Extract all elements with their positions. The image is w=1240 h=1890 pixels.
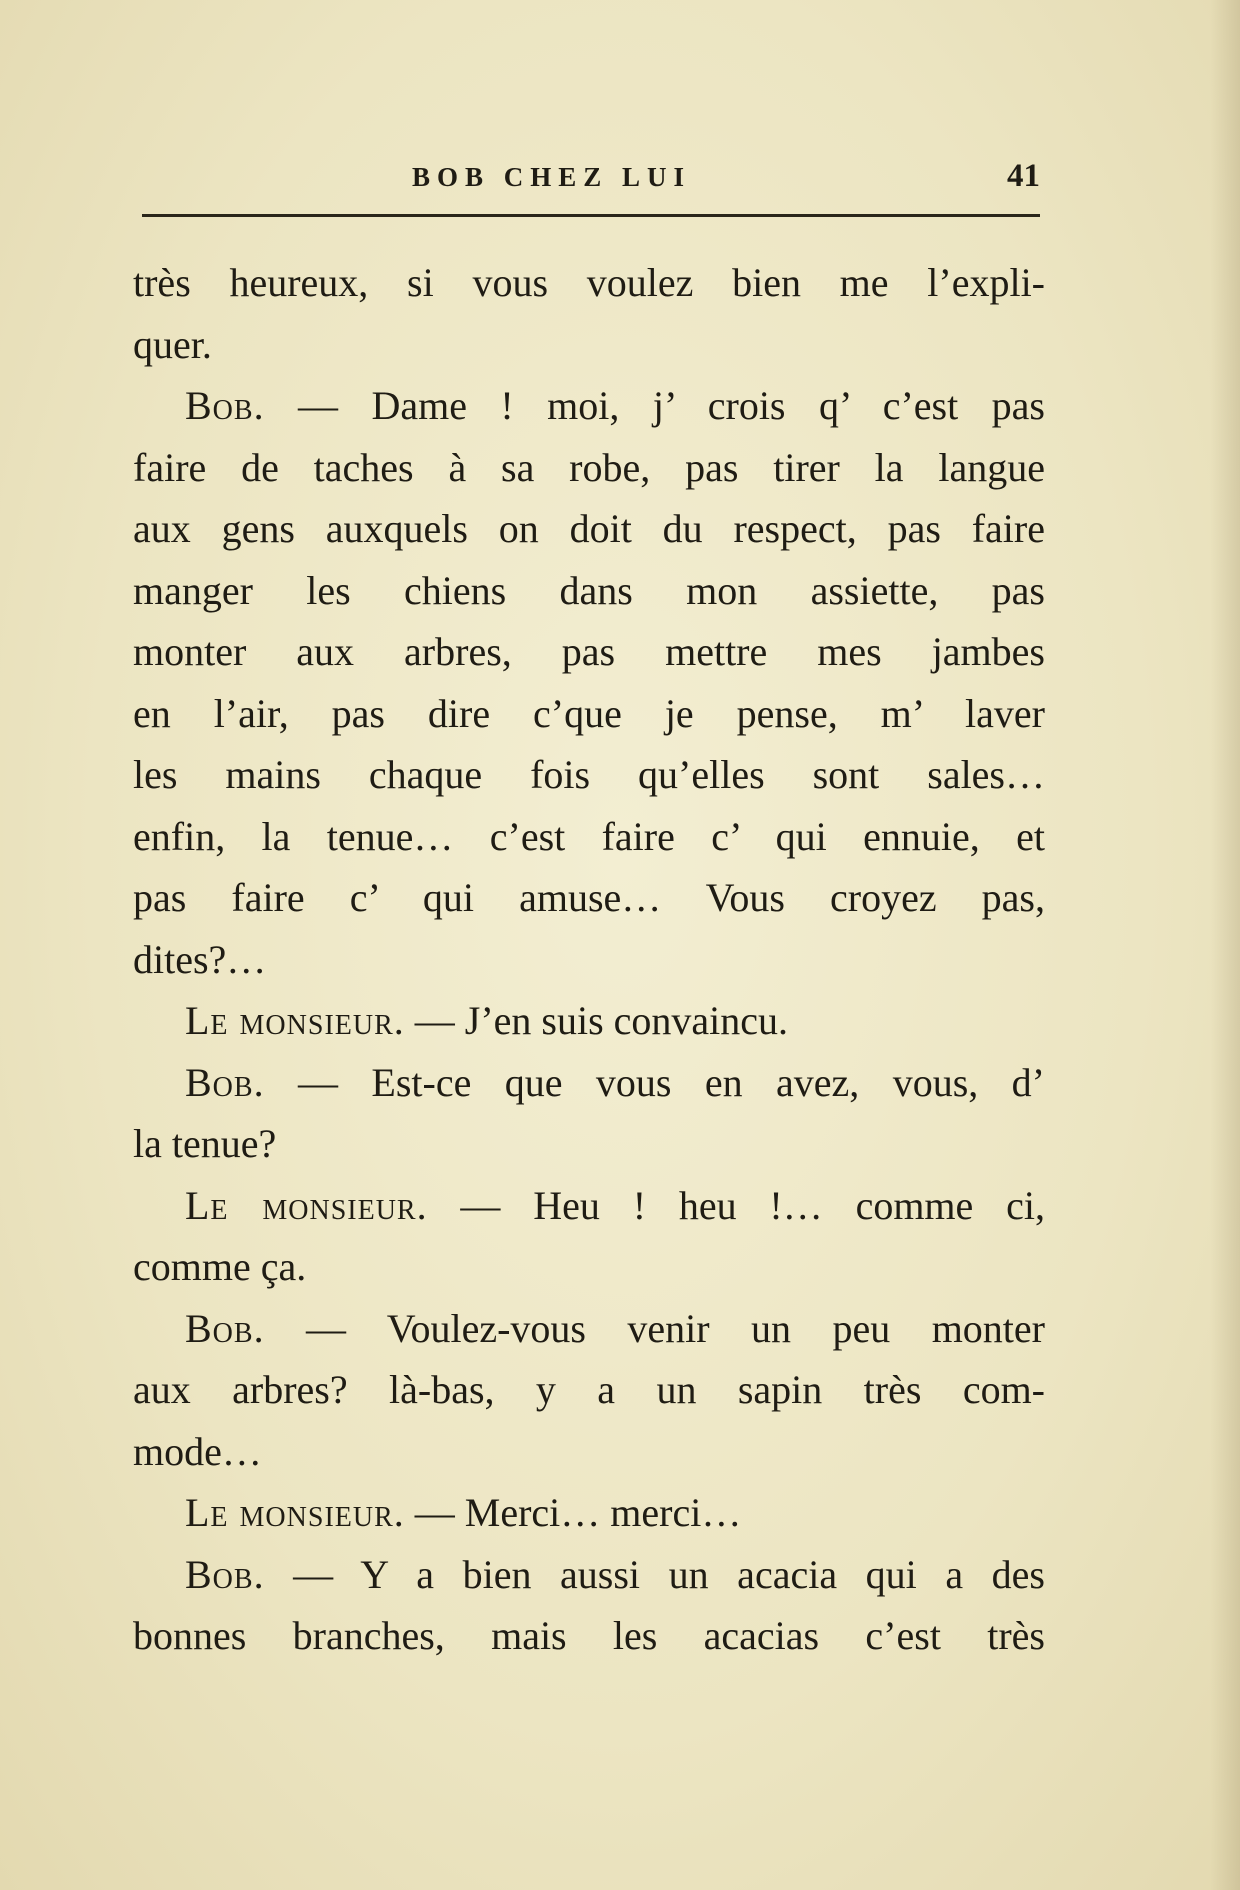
dialogue-line: Bob. — Voulez-vous venir un peu monter (185, 1305, 1045, 1351)
running-head: BOB CHEZ LUI (412, 162, 692, 192)
dialogue-line: Le monsieur. — J’en suis convaincu. (185, 998, 789, 1043)
speaker-name: Le monsieur. (185, 1490, 405, 1535)
page-edge-shadow (1210, 0, 1240, 1890)
speaker-name: Bob. (185, 383, 265, 428)
text-line: aux arbres? là-bas, y a un sapin très com- (133, 1367, 1045, 1412)
dialogue-line: Le monsieur. — Merci… merci… (185, 1490, 742, 1535)
text-line: pas faire c’ qui amuse… Vous croyez pas, (133, 875, 1045, 920)
header-rule (142, 214, 1040, 217)
page-header (140, 158, 1040, 198)
speaker-name: Bob. (185, 1059, 265, 1105)
text-line: en l’air, pas dire c’que je pense, m’ laver (133, 690, 1045, 736)
speaker-name: Le monsieur. (185, 1182, 428, 1228)
text-line: bonnes branches, mais les acacias c’est très (133, 1613, 1045, 1658)
text-line: faire de taches à sa robe, pas tirer la langue (133, 444, 1045, 490)
text-line: très heureux, si vous voulez bien me l’expli- (133, 260, 1045, 305)
text-line: les mains chaque fois qu’elles sont sales… (133, 752, 1045, 797)
text-line: aux gens auxquels on doit du respect, pas faire (133, 506, 1045, 551)
dialogue-line: Bob. — Y a bien aussi un acacia qui a des (185, 1551, 1045, 1597)
text-line: monter aux arbres, pas mettre mes jambes (133, 629, 1045, 674)
speaker-name: Bob. (185, 1551, 265, 1597)
text-line: quer. (133, 321, 212, 367)
speaker-name: Bob. (185, 1305, 265, 1351)
speaker-name: Le monsieur. (185, 998, 405, 1043)
text-line: mode… (133, 1428, 262, 1474)
text-line: enfin, la tenue… c’est faire c’ qui ennuie, et (133, 813, 1045, 859)
text-line: comme ça. (133, 1244, 307, 1289)
body-text (133, 252, 1045, 1667)
text-line: dites?… (133, 936, 267, 982)
dialogue-line: Bob. — Dame ! moi, j’ crois q’ c’est pas (185, 383, 1045, 428)
dialogue-line: Bob. — Est-ce que vous en avez, vous, d’ (185, 1059, 1045, 1105)
text-line: manger les chiens dans mon assiette, pas (133, 567, 1045, 613)
text-line: la tenue? (133, 1121, 277, 1166)
page-number: 41 (1007, 158, 1040, 194)
dialogue-line: Le monsieur. — Heu ! heu !… comme ci, (185, 1182, 1045, 1228)
